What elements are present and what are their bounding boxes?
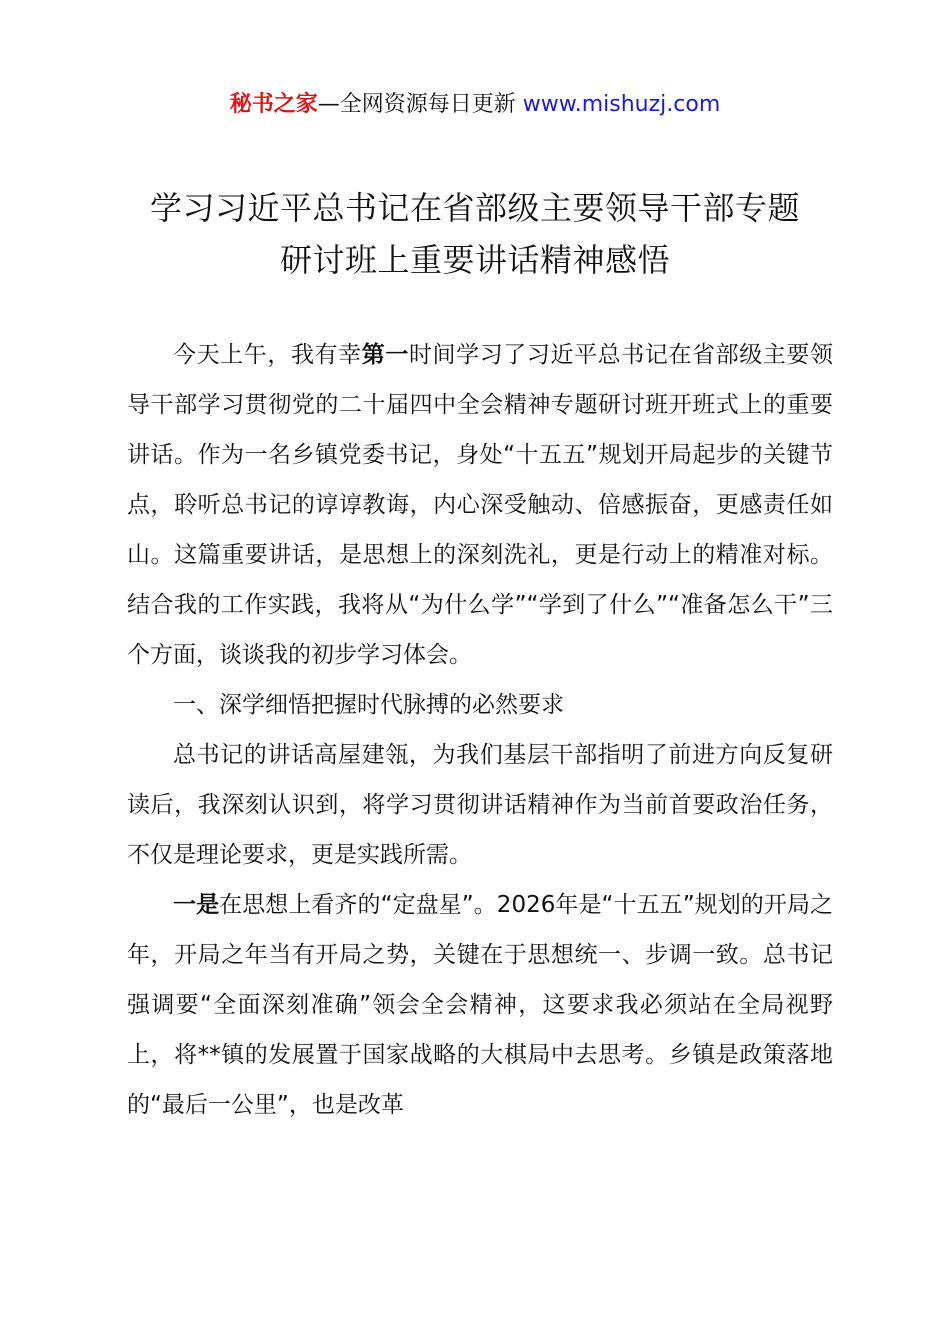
paragraph-point-1-bold: 一是	[173, 892, 220, 918]
section-heading-1: 一、深学细悟把握时代脉搏的必然要求	[173, 692, 564, 718]
paragraph-point-1	[127, 880, 833, 1130]
paragraph-intro	[127, 330, 833, 680]
title-line-1: 学习习近平总书记在省部级主要领导干部专题	[149, 189, 800, 227]
header-tagline: —全网资源每日更新	[317, 92, 523, 117]
brand-name: 秘书之家	[229, 92, 318, 117]
paragraph-intro-start: 今天上午，我有幸	[173, 342, 362, 368]
site-url-link[interactable]: www.mishuzj.com	[522, 92, 721, 117]
document-title	[100, 182, 850, 286]
paragraph-intro-bold: 第一	[361, 342, 409, 368]
paragraph-section1-intro: 总书记的讲话高屋建瓴，为我们基层干部指明了前进方向反复研读后，我深刻认识到，将学习贯彻讲话精神作为当前首要政治任务，不仅是理论要求，更是实践所需。	[127, 742, 833, 868]
document-body	[127, 330, 833, 1130]
paragraph-intro-rest: 时间学习了习近平总书记在省部级主要领导干部学习贯彻党的二十届四中全会精神专题研讨班开班式上的重要讲话。作为一名乡镇党委书记，身处“十五五”规划开局起步的关键节点，聆听总书记的谆谆教诲，内心深受触动、倍感振奋，更感责任如山。这篇重要讲话，是思想上的深刻洗礼，更是行动上的精准对标。结合我的工作实践，我将从“为什么学”“学到了什么”“准备怎么干”三个方面，谈谈我的初步学习体会。	[127, 342, 834, 668]
page-header	[0, 88, 950, 122]
title-line-2: 研讨班上重要讲话精神感悟	[279, 241, 670, 279]
paragraph-point-1-rest: 在思想上看齐的“定盘星”。2026年是“十五五”规划的开局之年，开局之年当有开局之势，关键在于思想统一、步调一致。总书记强调要“全面深刻准确”领会全会精神，这要求我必须站在全局视野上，将**镇的发展置于国家战略的大棋局中去思考。乡镇是政策落地的“最后一公里”，也是改革	[127, 892, 834, 1118]
